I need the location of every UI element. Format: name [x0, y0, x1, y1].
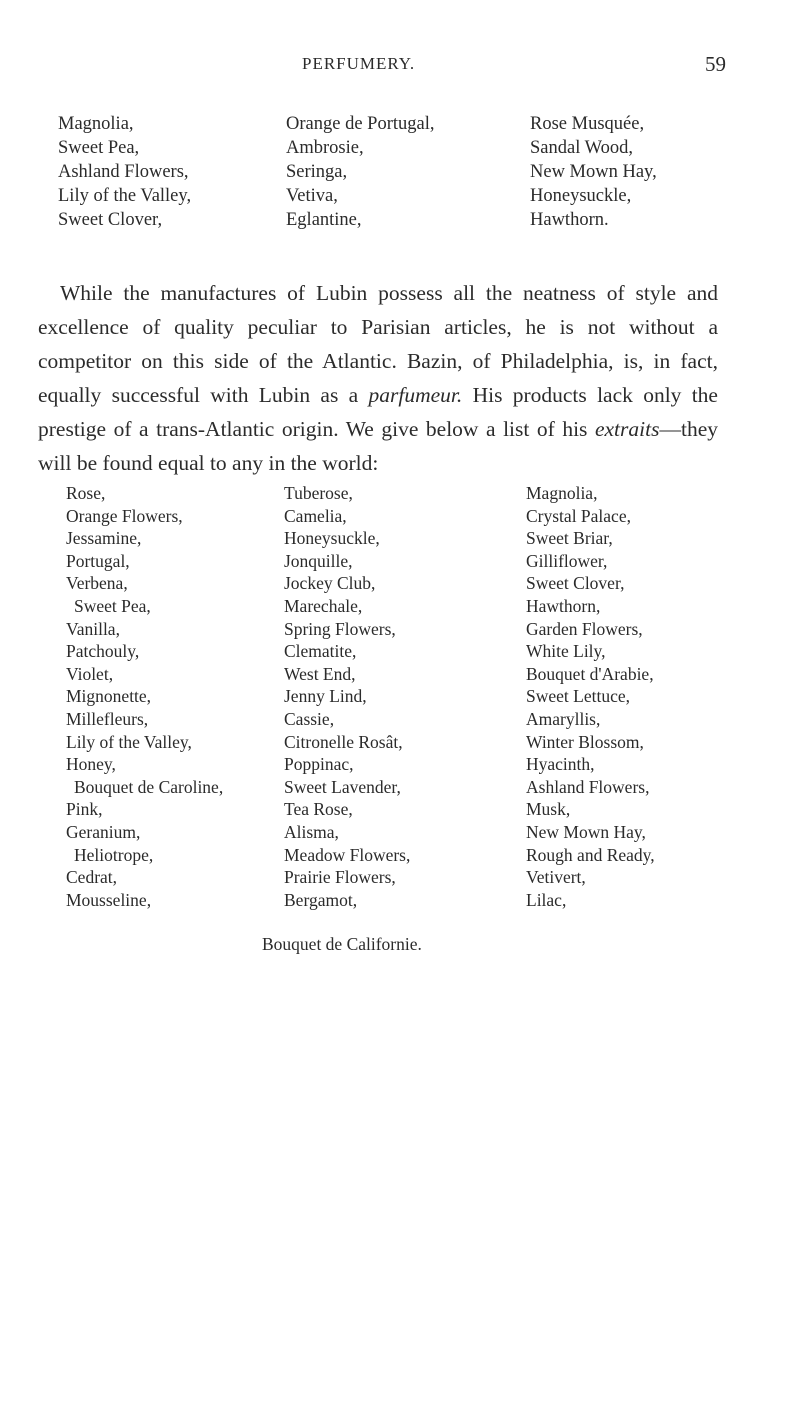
- list-item: Prairie Flowers,: [284, 867, 396, 888]
- list-column-2: [286, 112, 434, 232]
- list-item: New Mown Hay,: [526, 821, 646, 842]
- list-item: Vetivert,: [526, 867, 586, 888]
- list-item: Meadow Flowers,: [284, 844, 411, 865]
- list-item: Sweet Clover,: [526, 573, 625, 594]
- list-item: Honey,: [66, 754, 116, 775]
- list-item: Poppinac,: [284, 754, 354, 775]
- list-item: Citronelle Rosât,: [284, 731, 403, 752]
- list-item: Rough and Ready,: [526, 844, 655, 865]
- list-item: Cedrat,: [66, 867, 118, 888]
- list-item: Lily of the Valley,: [66, 731, 192, 752]
- list-item: Honeysuckle,: [530, 186, 632, 206]
- list-item: Rose,: [66, 483, 106, 503]
- body-paragraph: [38, 276, 718, 480]
- list-item: Sweet Clover,: [58, 210, 163, 230]
- list-item: Magnolia,: [58, 114, 134, 134]
- paragraph-part: His products lack only the prestige of a trans-Atlantic origin. We give below a list of his: [38, 383, 718, 441]
- list-item: Portugal,: [66, 550, 130, 571]
- list-item: Geranium,: [66, 821, 141, 842]
- list-item: Mousseline,: [66, 889, 152, 910]
- list-item: Honeysuckle,: [284, 528, 380, 549]
- list-item: Rose Musquée,: [530, 114, 645, 134]
- list-trailer: Bouquet de Californie.: [262, 934, 422, 954]
- list-item: Heliotrope,: [74, 844, 154, 865]
- list-item: Jessamine,: [66, 528, 142, 549]
- list-item: Spring Flowers,: [284, 618, 396, 639]
- list-item: Sweet Lettuce,: [526, 686, 630, 707]
- list-item: Sweet Lavender,: [284, 776, 401, 797]
- list-item: Sweet Pea,: [74, 595, 151, 616]
- list-item: Cassie,: [284, 708, 335, 729]
- list-item: Vanilla,: [66, 618, 120, 639]
- list-item: Clematite,: [284, 641, 357, 662]
- list-item: Pink,: [66, 799, 103, 820]
- running-title: PERFUMERY.: [302, 54, 416, 73]
- list-item: Orange Flowers,: [66, 505, 183, 526]
- italic-term: parfumeur.: [368, 383, 463, 407]
- list-item: Hawthorn,: [526, 595, 601, 616]
- list-item: Patchouly,: [66, 641, 140, 662]
- list-item: Ashland Flowers,: [526, 776, 650, 797]
- list-item: Verbena,: [66, 573, 128, 594]
- list-item: Violet,: [66, 663, 114, 684]
- list-item: Musk,: [526, 799, 571, 820]
- list-item: Lilac,: [526, 889, 567, 910]
- list-column-3: [526, 482, 655, 911]
- list-item: Sweet Pea,: [58, 138, 140, 158]
- list-item: Jenny Lind,: [284, 686, 367, 707]
- list-item: Lily of the Valley,: [58, 186, 192, 206]
- list-item: Ashland Flowers,: [58, 162, 189, 182]
- list-item: Seringa,: [286, 162, 348, 182]
- list-item: Alisma,: [284, 821, 339, 842]
- paragraph-part: —they will be found equal to any in the world:: [38, 417, 718, 475]
- list-column-1: [66, 482, 223, 911]
- page-number: 59: [705, 52, 726, 76]
- italic-term: extraits: [594, 417, 660, 441]
- list-item: West End,: [284, 663, 356, 684]
- running-head: [0, 54, 800, 78]
- list-item: Hawthorn.: [530, 210, 609, 230]
- list-item: Hyacinth,: [526, 754, 595, 775]
- list-item: White Lily,: [526, 641, 606, 662]
- list-column-3: [530, 112, 657, 232]
- list-item: Sandal Wood,: [530, 138, 633, 158]
- list-column-1: [58, 112, 191, 232]
- list-item: Vetiva,: [286, 186, 338, 206]
- list-item: Tea Rose,: [284, 799, 353, 820]
- list-item: Jockey Club,: [284, 573, 376, 594]
- list-item: Eglantine,: [286, 210, 362, 230]
- list-item: Millefleurs,: [66, 708, 149, 729]
- list-item: Marechale,: [284, 595, 363, 616]
- list-item: Magnolia,: [526, 483, 598, 503]
- list-item: Sweet Briar,: [526, 528, 613, 549]
- list-item: Garden Flowers,: [526, 618, 643, 639]
- paragraph-part: While the manufactures of Lubin possess all the neatness of style and excellence of quality peculiar to Parisian articles, he is not without a competitor on this side of the Atlantic. Bazin, of Philadelphia, is, in fact, equally successful with Lubin as a: [38, 281, 718, 407]
- list-item: Orange de Portugal,: [286, 114, 435, 134]
- list-item: Gilliflower,: [526, 550, 608, 571]
- list-item: Ambrosie,: [286, 138, 364, 158]
- list-item: Amaryllis,: [526, 708, 601, 729]
- list-item: Camelia,: [284, 505, 347, 526]
- list-item: Bouquet de Caroline,: [74, 776, 224, 797]
- list-item: Tuberose,: [284, 483, 353, 503]
- list-item: Winter Blossom,: [526, 731, 644, 752]
- list-item: Jonquille,: [284, 550, 353, 571]
- list-column-2: [284, 482, 410, 911]
- list-item: New Mown Hay,: [530, 162, 657, 182]
- paragraph-text: [38, 276, 718, 480]
- list-item: Crystal Palace,: [526, 505, 631, 526]
- list-item: Bergamot,: [284, 889, 358, 910]
- list-item: Bouquet d'Arabie,: [526, 663, 654, 684]
- list-item: Mignonette,: [66, 686, 152, 707]
